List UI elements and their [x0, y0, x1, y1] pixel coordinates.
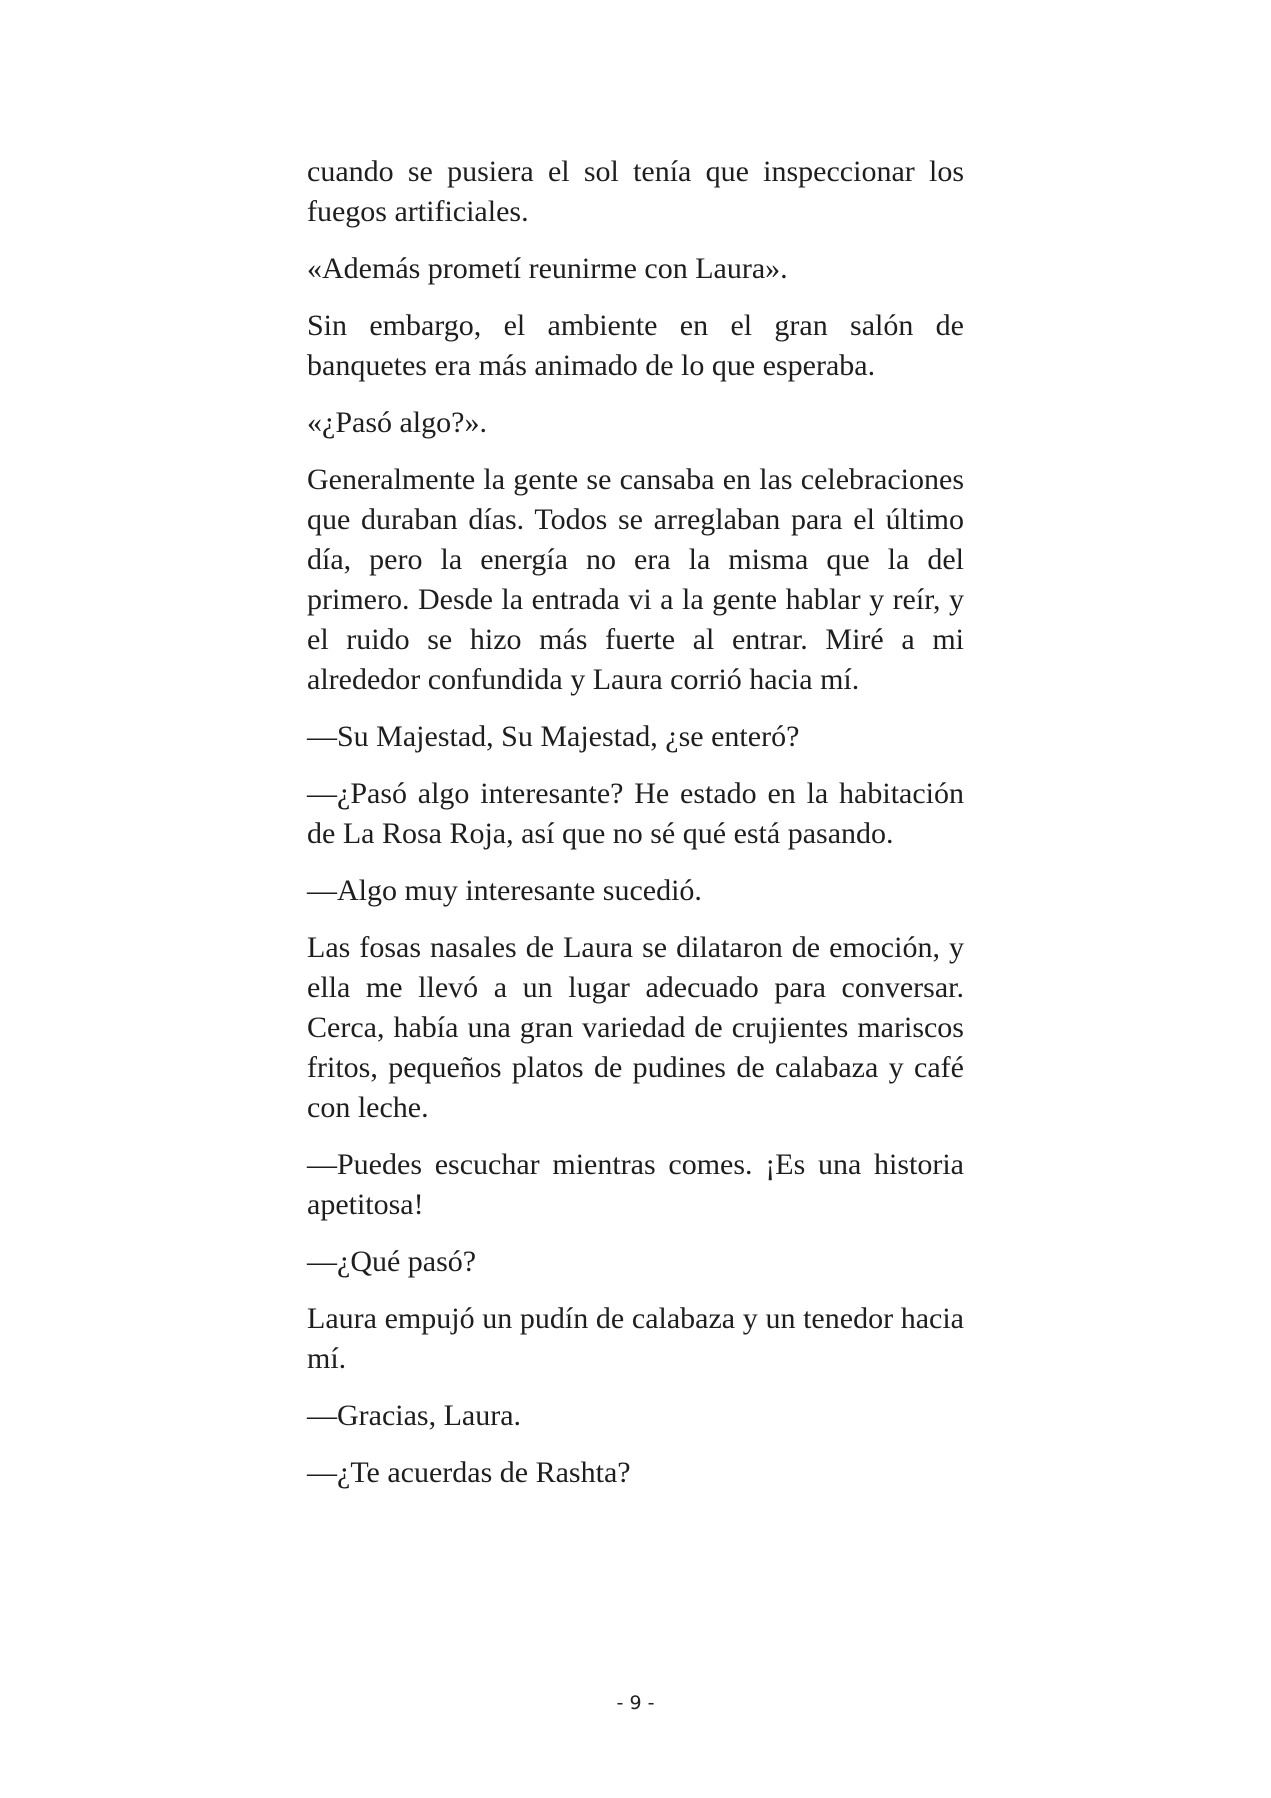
dialogue-line: —Su Majestad, Su Majestad, ¿se enteró? — [307, 720, 800, 753]
dialogue-line: —¿Pasó algo interesante? He estado en la habitación de La Rosa Roja, así que no sé qué está pasando. — [307, 777, 964, 850]
paragraph: Laura empujó un pudín de calabaza y un tenedor hacia mí. — [307, 1302, 964, 1375]
dialogue-line: —¿Qué pasó? — [307, 1245, 477, 1278]
paragraph: cuando se pusiera el sol tenía que inspeccionar los fuegos artificiales. — [307, 155, 964, 228]
dialogue-line: —Puedes escuchar mientras comes. ¡Es una historia apetitosa! — [307, 1148, 964, 1221]
dialogue-line: —Gracias, Laura. — [307, 1399, 522, 1432]
dialogue-line: —¿Te acuerdas de Rashta? — [307, 1456, 631, 1489]
body-text — [307, 152, 964, 1510]
paragraph: Las fosas nasales de Laura se dilataron de emoción, y ella me llevó a un lugar adecuado para conversar. Cerca, había una gran variedad de crujientes mariscos fritos, pequeños platos de pudines de calabaza y café con leche. — [307, 931, 964, 1124]
paragraph: «Además prometí reunirme con Laura». — [307, 252, 788, 285]
paragraph: Sin embargo, el ambiente en el gran salón de banquetes era más animado de lo que esperaba. — [307, 309, 964, 382]
paragraph: Generalmente la gente se cansaba en las celebraciones que duraban días. Todos se arreglaban para el último día, pero la energía no era la misma que la del primero. Desde la entrada vi a la gente hablar y reír, y el ruido se hizo más fuerte al entrar. Miré a mi alrededor confundida y Laura corrió hacia mí. — [307, 463, 964, 696]
page-number: - 9 - — [616, 1692, 655, 1714]
dialogue-line: —Algo muy interesante sucedió. — [307, 874, 702, 907]
paragraph: «¿Pasó algo?». — [307, 406, 487, 439]
